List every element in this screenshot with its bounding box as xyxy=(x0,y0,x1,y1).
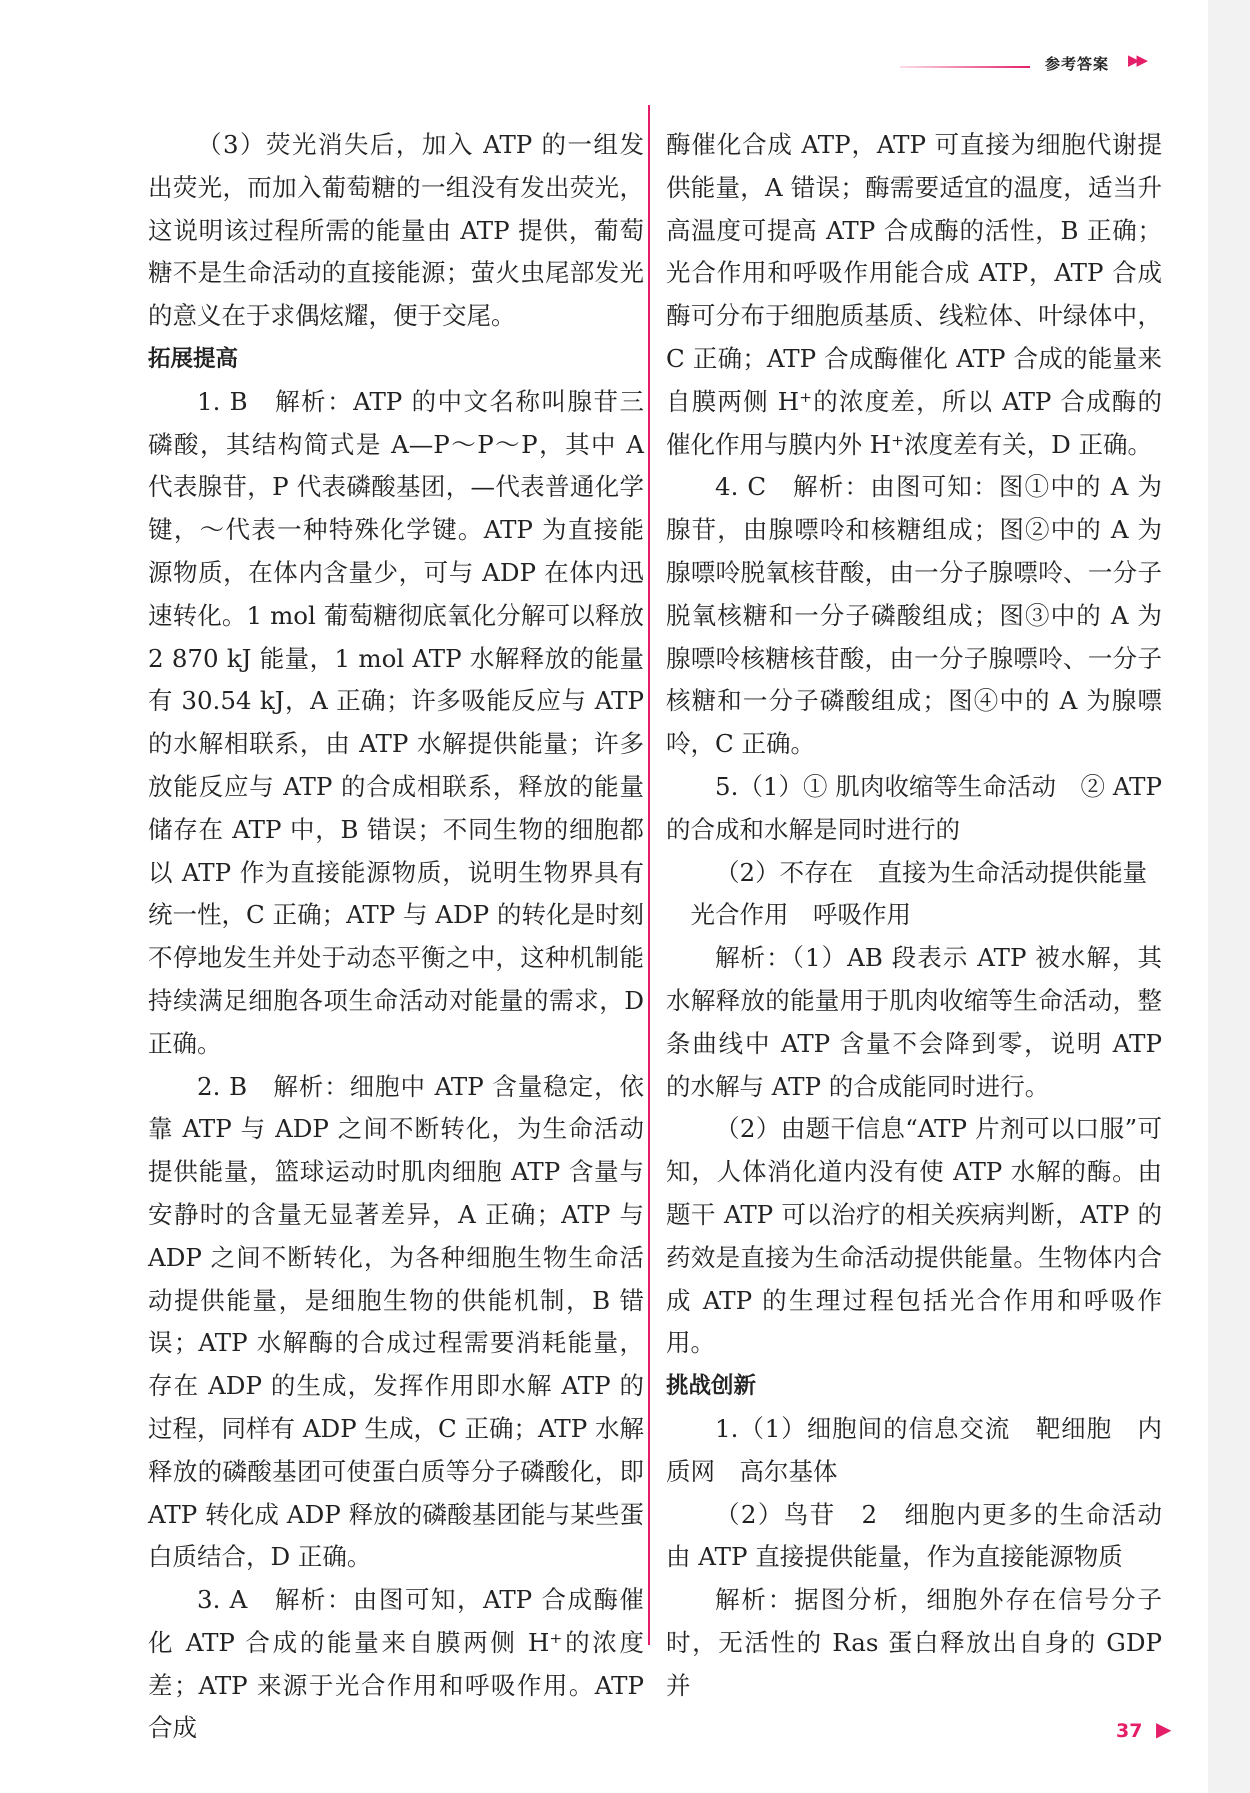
paragraph: （2）鸟苷 2 细胞内更多的生命活动由 ATP 直接提供能量，作为直接能源物质 xyxy=(666,1499,1162,1572)
paragraph: 5.（1）① 肌肉收缩等生命活动 ② ATP 的合成和水解是同时进行的 xyxy=(666,771,1162,844)
paragraph: 3. A 解析：由图可知，ATP 合成酶催化 ATP 合成的能量来自膜两侧 H⁺的浓度差；ATP 来源于光合作用和呼吸作用。ATP 合成 xyxy=(148,1585,644,1743)
paragraph: （2）不存在 直接为生命活动提供能量 xyxy=(715,857,1148,887)
paragraph: 2. B 解析：细胞中 ATP 含量稳定，依靠 ATP 与 ADP 之间不断转化，为生命活动提供能量，篮球运动时肌肉细胞 ATP 含量与安静时的含量无显著差异，A 正确；ATP 与 ADP 之间不断转化，为各种细胞生物生命活动提供能量，是细胞生物的供能机制，B 错误；ATP 水解酶的合成过程需要消耗能量，存在 ADP 的生成，发挥作用即水解 ATP 的过程，同样有 ADP 生成，C 正确；ATP 水解释放的磷酸基团可使蛋白质等分子磷酸化，即 ATP 转化成 ADP 释放的磷酸基团能与某些蛋白质结合，D 正确。 xyxy=(148,1071,644,1572)
left-column xyxy=(148,124,644,1750)
double-arrow-icon: ▶▶ xyxy=(1128,51,1146,69)
page-header xyxy=(880,48,1210,88)
paragraph: 解析：（1）AB 段表示 ATP 被水解，其水解释放的能量用于肌肉收缩等生命活动，整条曲线中 ATP 含量不会降到零，说明 ATP 的水解与 ATP 的合成能同时进行。 xyxy=(666,943,1162,1101)
header-label: 参考答案 xyxy=(1045,55,1110,73)
paragraph: 1. B 解析：ATP 的中文名称叫腺苷三磷酸，其结构简式是 A—P～P～P，其中 A 代表腺苷，P 代表磷酸基团，—代表普通化学键，～代表一种特殊化学键。ATP 为直接能源物质，在体内含量少，可与 ADP 在体内迅速转化。1 mol 葡萄糖彻底氧化分解可以释放 2 870 kJ 能量，1 mol ATP 水解释放的能量有 30.54 kJ，A 正确；许多吸能反应与 ATP 的水解相联系，由 ATP 水解提供能量；许多放能反应与 ATP 的合成相联系，释放的能量储存在 ATP 中，B 错误；不同生物的细胞都以 ATP 作为直接能源物质，说明生物界具有统一性，C 正确；ATP 与 ADP 的转化是时刻不停地发生并处于动态平衡之中，这种机制能持续满足细胞各项生命活动对能量的需求，D 正确。 xyxy=(148,386,644,1058)
paragraph: 4. C 解析：由图可知：图①中的 A 为腺苷，由腺嘌呤和核糖组成；图②中的 A 为腺嘌呤脱氧核苷酸，由一分子腺嘌呤、一分子脱氧核糖和一分子磷酸组成；图③中的 A 为腺嘌呤核糖核苷酸，由一分子腺嘌呤、一分子核糖和一分子磷酸组成；图④中的 A 为腺嘌呤，C 正确。 xyxy=(666,472,1162,759)
section-heading: 挑战创新 xyxy=(666,1373,757,1400)
page-number: 37 xyxy=(1116,1720,1143,1742)
column-divider xyxy=(648,105,650,1645)
arrow-right-icon: ▶ xyxy=(1156,1717,1172,1741)
paragraph: （3）荧光消失后，加入 ATP 的一组发出荧光，而加入葡萄糖的一组没有发出荧光，这说明该过程所需的能量由 ATP 提供，葡萄糖不是生命活动的直接能源；萤火虫尾部发光的意义在于求偶炫耀，便于交尾。 xyxy=(148,130,644,331)
paragraph: 解析：据图分析，细胞外存在信号分子时，无活性的 Ras 蛋白释放出自身的 GDP 并 xyxy=(666,1585,1162,1700)
header-rule xyxy=(900,66,1030,68)
paragraph: 酶催化合成 ATP，ATP 可直接为细胞代谢提供能量，A 错误；酶需要适宜的温度，适当升高温度可提高 ATP 合成酶的活性，B 正确；光合作用和呼吸作用能合成 ATP，ATP 合成酶可分布于细胞质基质、线粒体、叶绿体中，C 正确；ATP 合成酶催化 ATP 合成的能量来自膜两侧 H⁺的浓度差，所以 ATP 合成酶的催化作用与膜内外 H⁺浓度差有关，D 正确。 xyxy=(666,130,1162,459)
paragraph: 1.（1）细胞间的信息交流 靶细胞 内质网 高尔基体 xyxy=(666,1413,1162,1486)
right-column xyxy=(666,124,1162,1707)
paragraph: 光合作用 呼吸作用 xyxy=(690,900,911,930)
paragraph: （2）由题干信息“ATP 片剂可以口服”可知，人体消化道内没有使 ATP 水解的酶。由题干 ATP 可以治疗的相关疾病判断，ATP 的药效是直接为生命活动提供能量。生物体内合成 ATP 的生理过程包括光合作用和呼吸作用。 xyxy=(666,1114,1162,1358)
section-heading: 拓展提高 xyxy=(148,345,239,372)
